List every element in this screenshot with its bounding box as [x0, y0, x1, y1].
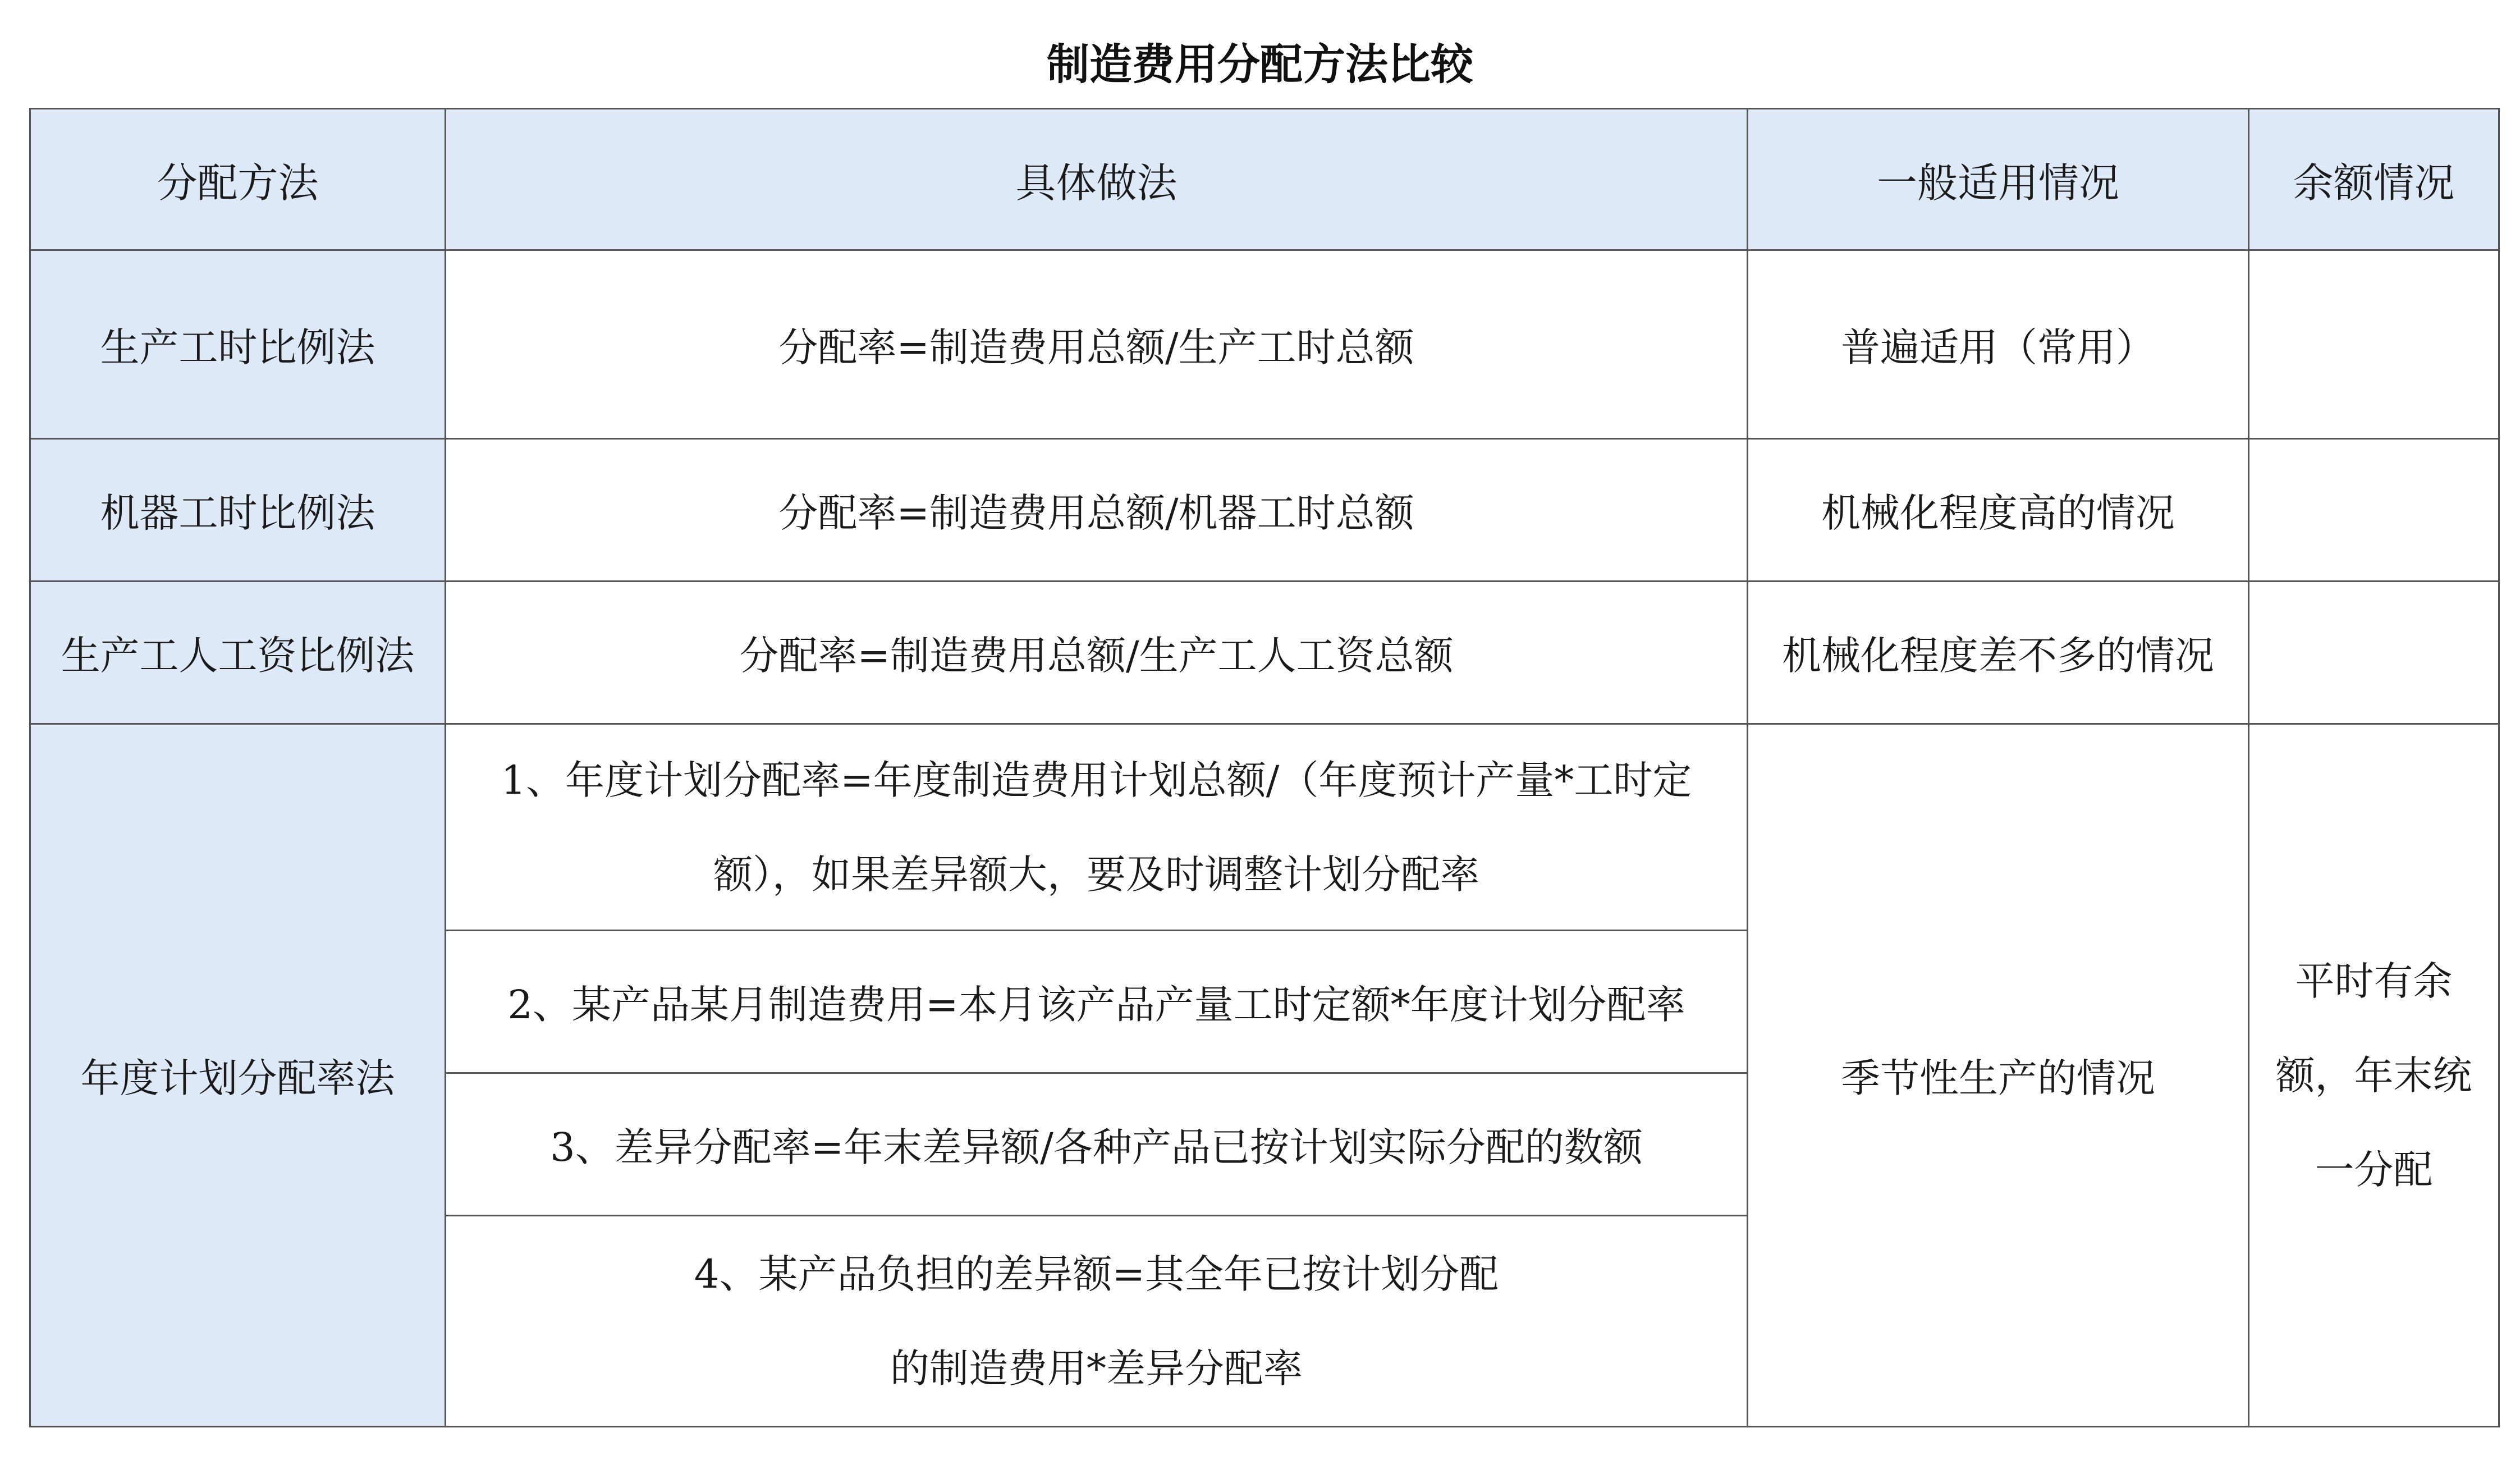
applicability-cell: 季节性生产的情况 — [1748, 724, 2249, 1427]
comparison-table — [29, 108, 2500, 1427]
method-cell: 年度计划分配率法 — [30, 724, 446, 1427]
method-cell: 机器工时比例法 — [30, 439, 446, 582]
practice-cell: 分配率=制造费用总额/生产工时总额 — [446, 250, 1748, 439]
applicability-cell: 机械化程度高的情况 — [1748, 439, 2249, 582]
practice-step-cell: 2、某产品某月制造费用=本月该产品产量工时定额*年度计划分配率 — [446, 931, 1748, 1073]
header-method: 分配方法 — [30, 109, 446, 250]
practice-cell: 分配率=制造费用总额/生产工人工资总额 — [446, 582, 1748, 724]
applicability-cell: 普遍适用（常用） — [1748, 250, 2249, 439]
applicability-cell: 机械化程度差不多的情况 — [1748, 582, 2249, 724]
table-row — [30, 724, 2499, 931]
table-row — [30, 582, 2499, 724]
practice-cell: 分配率=制造费用总额/机器工时总额 — [446, 439, 1748, 582]
balance-cell — [2249, 582, 2499, 724]
table-row — [30, 250, 2499, 439]
method-cell: 生产工时比例法 — [30, 250, 446, 439]
balance-cell: 平时有余额，年末统一分配 — [2249, 724, 2499, 1427]
practice-step-cell: 1、年度计划分配率=年度制造费用计划总额/（年度预计产量*工时定额），如果差异额大，要及时调整计划分配率 — [446, 724, 1748, 931]
balance-cell — [2249, 439, 2499, 582]
practice-step-cell: 4、某产品负担的差异额=其全年已按计划分配的制造费用*差异分配率 — [446, 1216, 1748, 1427]
header-applicability: 一般适用情况 — [1748, 109, 2249, 250]
practice-step-cell: 3、差异分配率=年末差异额/各种产品已按计划实际分配的数额 — [446, 1073, 1748, 1216]
header-balance: 余额情况 — [2249, 109, 2499, 250]
header-practice: 具体做法 — [446, 109, 1748, 250]
page-title: 制造费用分配方法比较 — [1047, 39, 1473, 89]
method-cell: 生产工人工资比例法 — [30, 582, 446, 724]
header-row — [30, 109, 2499, 250]
table-row — [30, 439, 2499, 582]
balance-cell — [2249, 250, 2499, 439]
